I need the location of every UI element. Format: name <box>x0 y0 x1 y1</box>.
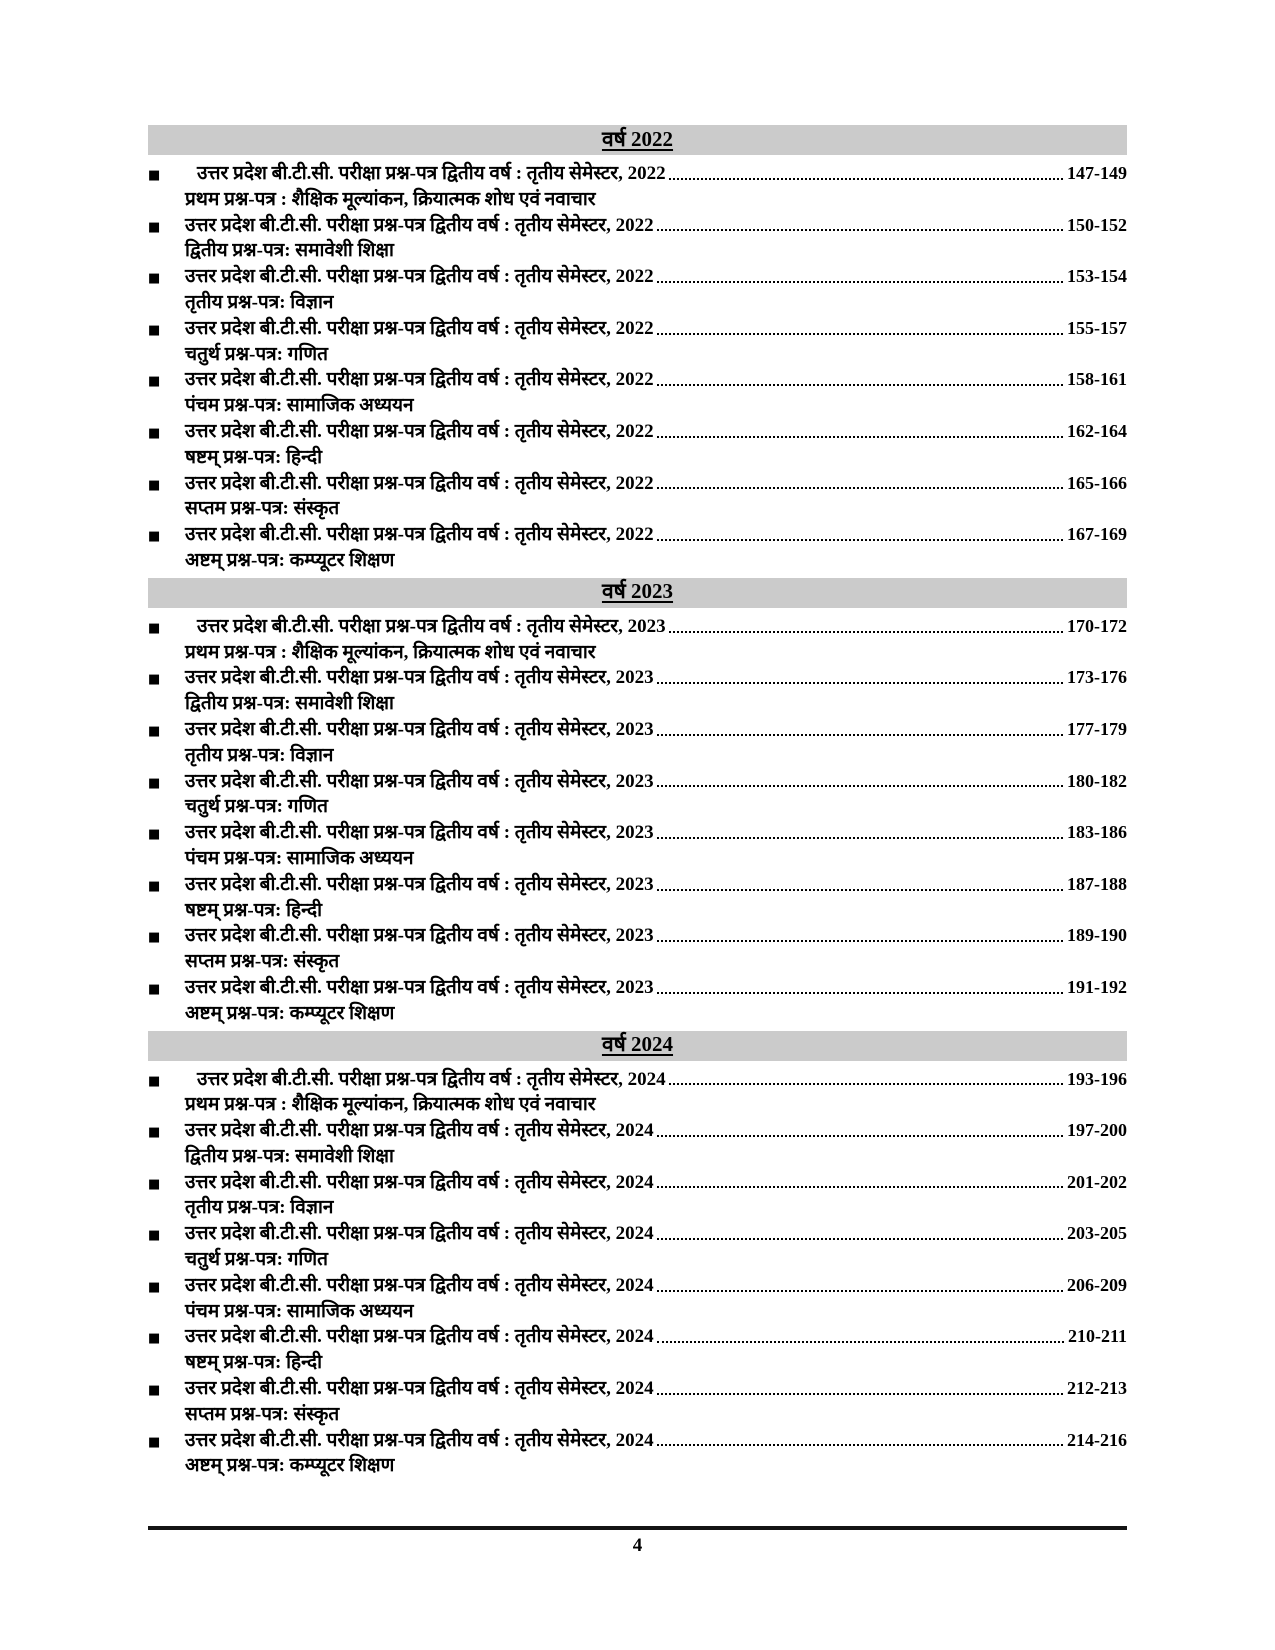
dot-leader <box>669 629 1063 633</box>
entry-page-range: 197-200 <box>1067 1120 1127 1141</box>
toc-entry <box>148 1067 1127 1119</box>
toc-entry <box>148 1273 1127 1325</box>
bullet-square-icon: ■ <box>148 827 161 843</box>
toc-entry-main-line <box>148 264 1127 290</box>
toc-entry <box>148 1324 1127 1376</box>
toc-entry-list <box>148 161 1127 574</box>
year-header-label: वर्ष 2023 <box>601 579 674 604</box>
entry-subtitle: पंचम प्रश्न-पत्र: सामाजिक अध्ययन <box>185 395 414 417</box>
toc-entry <box>148 522 1127 574</box>
toc-entry <box>148 614 1127 666</box>
entry-subtitle: षष्टम् प्रश्न-पत्र: हिन्दी <box>185 899 323 921</box>
toc-year-section <box>148 1031 1127 1480</box>
dot-leader <box>657 331 1063 335</box>
entry-title: उत्तर प्रदेश बी.टी.सी. परीक्षा प्रश्न-पत्र द्वितीय वर्ष : तृतीय सेमेस्टर, 2022 <box>185 420 654 442</box>
entry-page-range: 173-176 <box>1067 667 1127 688</box>
entry-subtitle: द्वितीय प्रश्न-पत्र: समावेशी शिक्षा <box>185 240 394 262</box>
dot-leader <box>657 1391 1063 1395</box>
entry-subtitle: चतुर्थ प्रश्न-पत्र: गणित <box>185 796 328 818</box>
entry-title: उत्तर प्रदेश बी.टी.सी. परीक्षा प्रश्न-पत्र द्वितीय वर्ष : तृतीय सेमेस्टर, 2022 <box>185 214 654 236</box>
entry-title: उत्तर प्रदेश बी.टी.सी. परीक्षा प्रश्न-पत्र द्वितीय वर्ष : तृतीय सेमेस्टर, 2023 <box>185 667 654 689</box>
entry-page-range: 193-196 <box>1067 1068 1127 1089</box>
bullet-square-icon: ■ <box>148 1331 161 1347</box>
page-number: 4 <box>632 1535 643 1557</box>
entry-subtitle: अष्टम् प्रश्न-पत्र: कम्प्यूटर शिक्षण <box>185 1002 395 1024</box>
entry-page-range: 177-179 <box>1067 718 1127 739</box>
dot-leader <box>657 1442 1063 1446</box>
entry-subtitle: प्रथम प्रश्न-पत्र : शैक्षिक मूल्यांकन, क्रियात्मक शोध एवं नवाचार <box>185 1094 596 1116</box>
entry-subtitle: द्वितीय प्रश्न-पत्र: समावेशी शिक्षा <box>185 693 394 715</box>
toc-entry-main-line <box>148 1067 1127 1093</box>
bullet-square-icon: ■ <box>148 620 161 636</box>
toc-entry <box>148 872 1127 924</box>
entry-title: उत्तर प्रदेश बी.टी.सी. परीक्षा प्रश्न-पत्र द्वितीय वर्ष : तृतीय सेमेस्टर, 2024 <box>185 1429 654 1451</box>
toc-entry-main-line <box>148 769 1127 795</box>
entry-page-range: 189-190 <box>1067 925 1127 946</box>
toc-entry-main-line <box>148 1428 1127 1454</box>
dot-leader <box>657 1288 1063 1292</box>
entry-subtitle: चतुर्थ प्रश्न-पत्र: गणित <box>185 1249 328 1271</box>
toc-entry-main-line <box>148 1273 1127 1299</box>
toc-entry <box>148 717 1127 769</box>
bullet-square-icon: ■ <box>148 271 161 287</box>
entry-page-range: 191-192 <box>1067 976 1127 997</box>
toc-year-section <box>148 125 1127 574</box>
bullet-square-icon: ■ <box>148 1228 161 1244</box>
entry-subtitle: सप्तम प्रश्न-पत्र: संस्कृत <box>185 1403 340 1425</box>
toc-entry-main-line <box>148 471 1127 497</box>
entry-page-range: 187-188 <box>1067 873 1127 894</box>
toc-entry-main-line <box>148 665 1127 691</box>
bullet-square-icon: ■ <box>148 1383 161 1399</box>
bullet-square-icon: ■ <box>148 878 161 894</box>
entry-subtitle: तृतीय प्रश्न-पत्र: विज्ञान <box>185 744 334 766</box>
entry-page-range: 183-186 <box>1067 822 1127 843</box>
dot-leader <box>657 680 1063 684</box>
toc-entry-main-line <box>148 161 1127 187</box>
toc-entry-main-line <box>148 316 1127 342</box>
toc-entry <box>148 1221 1127 1273</box>
bullet-square-icon: ■ <box>148 775 161 791</box>
dot-leader <box>657 1236 1063 1240</box>
toc-year-section <box>148 578 1127 1027</box>
bullet-square-icon: ■ <box>148 322 161 338</box>
entry-subtitle: प्रथम प्रश्न-पत्र : शैक्षिक मूल्यांकन, क्रियात्मक शोध एवं नवाचार <box>185 188 596 210</box>
entry-title: उत्तर प्रदेश बी.टी.सी. परीक्षा प्रश्न-पत्र द्वितीय वर्ष : तृतीय सेमेस्टर, 2022 <box>185 369 654 391</box>
toc-entry <box>148 264 1127 316</box>
entry-page-range: 150-152 <box>1067 214 1127 235</box>
bullet-square-icon: ■ <box>148 1125 161 1141</box>
dot-leader <box>657 279 1063 283</box>
bullet-square-icon: ■ <box>148 981 161 997</box>
entry-title: उत्तर प्रदेश बी.टी.सी. परीक्षा प्रश्न-पत्र द्वितीय वर्ष : तृतीय सेमेस्टर, 2024 <box>185 1326 654 1348</box>
entry-subtitle: षष्टम् प्रश्न-पत्र: हिन्दी <box>185 1352 323 1374</box>
bullet-square-icon: ■ <box>148 930 161 946</box>
toc-entry <box>148 923 1127 975</box>
toc-entry <box>148 1376 1127 1428</box>
toc-entry <box>148 1428 1127 1480</box>
entry-page-range: 162-164 <box>1067 420 1127 441</box>
toc-entry <box>148 975 1127 1027</box>
footer-rule <box>148 1526 1127 1530</box>
dot-leader <box>657 1184 1063 1188</box>
bullet-square-icon: ■ <box>148 672 161 688</box>
toc-entry <box>148 419 1127 471</box>
entry-title: उत्तर प्रदेश बी.टी.सी. परीक्षा प्रश्न-पत्र द्वितीय वर्ष : तृतीय सेमेस्टर, 2024 <box>197 1068 666 1090</box>
dot-leader <box>657 990 1063 994</box>
year-header-bar <box>148 125 1127 155</box>
bullet-square-icon: ■ <box>148 219 161 235</box>
bullet-square-icon: ■ <box>148 168 161 183</box>
entry-subtitle: अष्टम् प्रश्न-पत्र: कम्प्यूटर शिक्षण <box>185 549 395 571</box>
dot-leader <box>657 938 1063 942</box>
toc-entry-main-line <box>148 1221 1127 1247</box>
bullet-square-icon: ■ <box>148 1434 161 1450</box>
entry-title: उत्तर प्रदेश बी.टी.सी. परीक्षा प्रश्न-पत्र द्वितीय वर्ष : तृतीय सेमेस्टर, 2022 <box>185 472 654 494</box>
entry-title: उत्तर प्रदेश बी.टी.सी. परीक्षा प्रश्न-पत्र द्वितीय वर्ष : तृतीय सेमेस्टर, 2024 <box>185 1274 654 1296</box>
dot-leader <box>657 887 1063 891</box>
dot-leader <box>657 732 1063 736</box>
dot-leader <box>657 1133 1063 1137</box>
entry-subtitle: षष्टम् प्रश्न-पत्र: हिन्दी <box>185 446 323 468</box>
dot-leader <box>669 1081 1063 1085</box>
toc-entry-main-line <box>148 367 1127 393</box>
entry-page-range: 214-216 <box>1067 1429 1127 1450</box>
entry-page-range: 158-161 <box>1067 369 1127 390</box>
entry-page-range: 147-149 <box>1067 163 1127 183</box>
entry-subtitle: सप्तम प्रश्न-पत्र: संस्कृत <box>185 498 340 520</box>
entry-title: उत्तर प्रदेश बी.टी.सी. परीक्षा प्रश्न-पत्र द्वितीय वर्ष : तृतीय सेमेस्टर, 2023 <box>185 770 654 792</box>
toc-sections <box>148 125 1127 1479</box>
toc-entry-main-line <box>148 1170 1127 1196</box>
toc-entry <box>148 769 1127 821</box>
year-header-label: वर्ष 2024 <box>601 1032 674 1056</box>
entry-page-range: 170-172 <box>1067 615 1127 636</box>
entry-title: उत्तर प्रदेश बी.टी.सी. परीक्षा प्रश्न-पत्र द्वितीय वर्ष : तृतीय सेमेस्टर, 2022 <box>185 317 654 339</box>
entry-title: उत्तर प्रदेश बी.टी.सी. परीक्षा प्रश्न-पत्र द्वितीय वर्ष : तृतीय सेमेस्टर, 2023 <box>185 976 654 998</box>
toc-entry-list <box>148 1067 1127 1480</box>
entry-title: उत्तर प्रदेश बी.टी.सी. परीक्षा प्रश्न-पत्र द्वितीय वर्ष : तृतीय सेमेस्टर, 2023 <box>185 718 654 740</box>
dot-leader <box>657 485 1063 489</box>
dot-leader <box>657 434 1063 438</box>
dot-leader <box>657 783 1063 787</box>
toc-entry-main-line <box>148 1376 1127 1402</box>
toc-entry <box>148 1170 1127 1222</box>
entry-subtitle: प्रथम प्रश्न-पत्र : शैक्षिक मूल्यांकन, क्रियात्मक शोध एवं नवाचार <box>185 641 596 663</box>
entry-title: उत्तर प्रदेश बी.टी.सी. परीक्षा प्रश्न-पत्र द्वितीय वर्ष : तृतीय सेमेस्टर, 2024 <box>185 1120 654 1142</box>
entry-page-range: 201-202 <box>1067 1171 1127 1192</box>
toc-entry <box>148 820 1127 872</box>
bullet-square-icon: ■ <box>148 1279 161 1295</box>
toc-entry <box>148 665 1127 717</box>
bullet-square-icon: ■ <box>148 1073 161 1089</box>
entry-page-range: 210-211 <box>1067 1326 1127 1347</box>
entry-page-range: 180-182 <box>1067 770 1127 791</box>
dot-leader <box>657 227 1063 231</box>
toc-entry-main-line <box>148 872 1127 898</box>
toc-entry <box>148 367 1127 419</box>
entry-subtitle: तृतीय प्रश्न-पत्र: विज्ञान <box>185 1197 334 1219</box>
toc-entry-main-line <box>148 1324 1127 1350</box>
entry-page-range: 153-154 <box>1067 266 1127 287</box>
toc-entry-main-line <box>148 614 1127 640</box>
entry-title: उत्तर प्रदेश बी.टी.सी. परीक्षा प्रश्न-पत्र द्वितीय वर्ष : तृतीय सेमेस्टर, 2022 <box>185 266 654 288</box>
year-header-bar <box>148 578 1127 608</box>
dot-leader <box>657 537 1063 541</box>
year-header-bar <box>148 1031 1127 1061</box>
entry-title: उत्तर प्रदेश बी.टी.सी. परीक्षा प्रश्न-पत्र द्वितीय वर्ष : तृतीय सेमेस्टर, 2023 <box>185 822 654 844</box>
entry-subtitle: द्वितीय प्रश्न-पत्र: समावेशी शिक्षा <box>185 1145 394 1167</box>
entry-page-range: 167-169 <box>1067 524 1127 545</box>
toc-entry-main-line <box>148 1118 1127 1144</box>
year-header-label: वर्ष 2022 <box>601 126 674 151</box>
entry-title: उत्तर प्रदेश बी.टी.सी. परीक्षा प्रश्न-पत्र द्वितीय वर्ष : तृतीय सेमेस्टर, 2023 <box>185 925 654 947</box>
toc-entry-main-line <box>148 717 1127 743</box>
toc-entry-main-line <box>148 820 1127 846</box>
entry-page-range: 155-157 <box>1067 317 1127 338</box>
dot-leader <box>657 1339 1064 1343</box>
bullet-square-icon: ■ <box>148 529 161 545</box>
bullet-square-icon: ■ <box>148 1176 161 1192</box>
entry-page-range: 206-209 <box>1067 1274 1127 1295</box>
entry-page-range: 203-205 <box>1067 1223 1127 1244</box>
entry-title: उत्तर प्रदेश बी.टी.सी. परीक्षा प्रश्न-पत्र द्वितीय वर्ष : तृतीय सेमेस्टर, 2023 <box>185 873 654 895</box>
entry-subtitle: तृतीय प्रश्न-पत्र: विज्ञान <box>185 291 334 313</box>
toc-entry-main-line <box>148 213 1127 239</box>
toc-entry-list <box>148 614 1127 1027</box>
entry-title: उत्तर प्रदेश बी.टी.सी. परीक्षा प्रश्न-पत्र द्वितीय वर्ष : तृतीय सेमेस्टर, 2022 <box>185 524 654 546</box>
entry-page-range: 165-166 <box>1067 472 1127 493</box>
entry-title: उत्तर प्रदेश बी.टी.सी. परीक्षा प्रश्न-पत्र द्वितीय वर्ष : तृतीय सेमेस्टर, 2024 <box>185 1171 654 1193</box>
entry-subtitle: पंचम प्रश्न-पत्र: सामाजिक अध्ययन <box>185 1300 414 1322</box>
toc-entry-main-line <box>148 522 1127 548</box>
entry-page-range: 212-213 <box>1067 1378 1127 1399</box>
entry-subtitle: अष्टम् प्रश्न-पत्र: कम्प्यूटर शिक्षण <box>185 1455 395 1477</box>
entry-title: उत्तर प्रदेश बी.टी.सी. परीक्षा प्रश्न-पत्र द्वितीय वर्ष : तृतीय सेमेस्टर, 2024 <box>185 1378 654 1400</box>
toc-entry <box>148 213 1127 265</box>
toc-entry <box>148 471 1127 523</box>
bullet-square-icon: ■ <box>148 374 161 390</box>
entry-subtitle: पंचम प्रश्न-पत्र: सामाजिक अध्ययन <box>185 847 414 869</box>
toc-entry <box>148 161 1127 213</box>
toc-entry-main-line <box>148 419 1127 445</box>
toc-entry-main-line <box>148 975 1127 1001</box>
entry-subtitle: सप्तम प्रश्न-पत्र: संस्कृत <box>185 951 340 973</box>
toc-entry <box>148 316 1127 368</box>
entry-title: उत्तर प्रदेश बी.टी.सी. परीक्षा प्रश्न-पत्र द्वितीय वर्ष : तृतीय सेमेस्टर, 2022 <box>197 163 666 184</box>
entry-title: उत्तर प्रदेश बी.टी.सी. परीक्षा प्रश्न-पत्र द्वितीय वर्ष : तृतीय सेमेस्टर, 2023 <box>197 615 666 637</box>
toc-content <box>148 125 1127 1557</box>
toc-entry <box>148 1118 1127 1170</box>
dot-leader <box>669 176 1063 180</box>
entry-subtitle: चतुर्थ प्रश्न-पत्र: गणित <box>185 343 328 365</box>
toc-entry-main-line <box>148 923 1127 949</box>
bullet-square-icon: ■ <box>148 477 161 493</box>
entry-title: उत्तर प्रदेश बी.टी.सी. परीक्षा प्रश्न-पत्र द्वितीय वर्ष : तृतीय सेमेस्टर, 2024 <box>185 1223 654 1245</box>
bullet-square-icon: ■ <box>148 723 161 739</box>
dot-leader <box>657 382 1063 386</box>
dot-leader <box>657 835 1063 839</box>
bullet-square-icon: ■ <box>148 425 161 441</box>
